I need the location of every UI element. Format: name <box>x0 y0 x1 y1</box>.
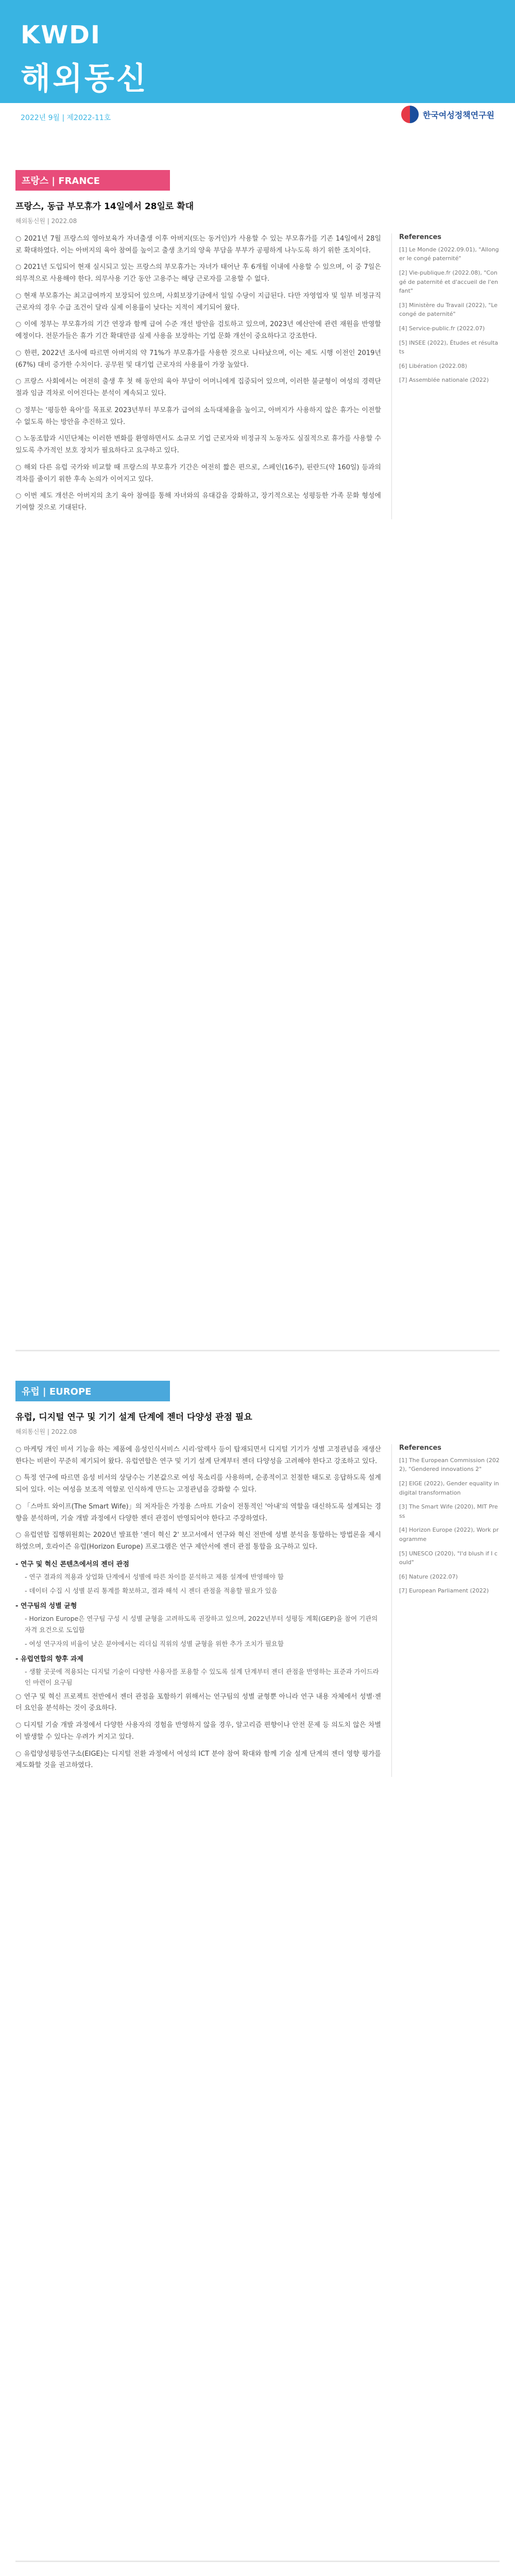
org-logo[interactable] <box>401 106 494 123</box>
reference-link[interactable]: [4] Service-public.fr (2022.07) <box>399 325 485 332</box>
article-paragraph: ○ 「스마트 와이프(The Smart Wife)」의 저자들은 가정용 스마트 기술이 전통적인 '아내'의 역할을 대신하도록 설계되는 경향을 분석하며, 기술 개발 과정에서 다양한 젠더 관점이 반영되어야 한다고 주장하였다. <box>15 1501 381 1525</box>
reference-link[interactable]: [2] EIGE (2022), Gender equality in digital transformation <box>399 1480 499 1496</box>
reference-link[interactable]: [5] INSEE (2022), Études et résultats <box>399 339 499 355</box>
reference-link[interactable]: [6] Libération (2022.08) <box>399 362 467 369</box>
article-paragraph: ○ 프랑스 사회에서는 여전히 출생 후 첫 해 동안의 육아 부담이 어머니에게 집중되어 있으며, 이러한 불균형이 여성의 경력단절과 임금 격차로 이어진다는 분석이 계속되고 있다. <box>15 376 381 400</box>
section-divider <box>15 1350 500 1351</box>
reference-link[interactable]: [3] The Smart Wife (2020), MIT Press <box>399 1503 498 1519</box>
reference-link[interactable]: [5] UNESCO (2020), "I'd blush if I could" <box>399 1550 497 1566</box>
reference-link[interactable]: [1] Le Monde (2022.09.01), "Allonger le congé paternité" <box>399 246 499 262</box>
subsection-title: - 연구팀의 성별 균형 <box>15 1602 77 1611</box>
newsletter-subtitle: 해외동신 <box>21 61 148 97</box>
logo-text: 한국여성정책연구원 <box>422 110 494 120</box>
issue-info: 2022년 9월 | 제2022-11호 <box>21 114 111 122</box>
article-paragraph: ○ 유럽연합 집행위원회는 2020년 발표한 '젠더 혁신 2' 보고서에서 연구와 혁신 전반에 성별 분석을 통합하는 방법론을 제시하였으며, 호라이즌 유럽(Horizon Europe) 프로그램은 연구 제안서에 젠더 관점 통합을 요구하고 있다. <box>15 1530 381 1553</box>
reference-link[interactable]: [1] The European Commission (2022), "Gendered innovations 2" <box>399 1456 500 1473</box>
reference-link[interactable]: [3] Ministère du Travail (2022), "Le congé de paternité" <box>399 301 498 318</box>
article-paragraph: ○ 노동조합과 시민단체는 이러한 변화를 환영하면서도 소규모 기업 근로자와 비정규직 노동자도 실질적으로 휴가를 사용할 수 있도록 추가적인 보호 장치가 필요하다고 요구하고 있다. <box>15 433 381 457</box>
article-byline: 해외동신원 | 2022.08 <box>15 217 77 225</box>
newsletter-title: KWDI <box>21 21 101 49</box>
article-section <box>0 1381 515 2550</box>
subsection-title: - 유럽연합의 향후 과제 <box>15 1655 83 1664</box>
article-paragraph: ○ 2021년 도입되어 현재 실시되고 있는 프랑스의 부모휴가는 자녀가 태어난 후 6개월 이내에 사용할 수 있으며, 이 중 7일은 의무적으로 사용해야 한다. 의무사용 기간 동안 고용주는 해당 근로자를 고용할 수 없다. <box>15 262 381 285</box>
subsection-bullet: - 여성 연구자의 비율이 낮은 분야에서는 리더십 직위의 성별 균형을 위한 추가 조치가 필요함 <box>25 1638 381 1649</box>
article-headline: 프랑스, 동급 부모휴가 14일에서 28일로 확대 <box>15 201 194 212</box>
sidebar-title: References <box>399 1444 442 1452</box>
subsection-title: - 연구 및 혁신 콘텐츠에서의 젠더 관점 <box>15 1560 129 1568</box>
article-paragraph: ○ 디지털 기술 개발 과정에서 다양한 사용자의 경험을 반영하지 않을 경우, 알고리즘 편향이나 안전 문제 등 의도치 않은 차별이 발생할 수 있다는 우려가 커지고 있다. <box>15 1720 381 1743</box>
article-paragraph: ○ 마케팅 개인 비서 기능을 하는 제품에 음성인식서비스 시리·알렉사 등이 탑재되면서 디지털 기기가 성별 고정관념을 재생산한다는 비판이 꾸준히 제기되어 왔다. 유럽연합은 연구 및 기기 설계 단계부터 젠더 다양성을 고려해야 한다고 강조하고 있다. <box>15 1444 381 1468</box>
main-column <box>15 1444 381 1777</box>
reference-sidebar <box>391 233 500 519</box>
article-paragraph: ○ 해외 다른 유럽 국가와 비교할 때 프랑스의 부모휴가 기간은 여전히 짧은 편으로, 스페인(16주), 핀란드(약 160일) 등과의 격차를 줄이기 위한 후속 논의가 이어지고 있다. <box>15 462 381 486</box>
header <box>0 0 515 134</box>
reference-link[interactable]: [7] European Parliament (2022) <box>399 1587 489 1595</box>
article-body <box>15 233 500 519</box>
reference-link[interactable]: [2] Vie-publique.fr (2022.08), "Congé de paternité et d'accueil de l'enfant" <box>399 269 499 295</box>
article-paragraph: ○ 특정 연구에 따르면 음성 비서의 상당수는 기본값으로 여성 목소리를 사용하며, 순종적이고 친절한 태도로 응답하도록 설계되어 있다. 이는 여성을 보조적 역할로 인식하게 만드는 고정관념을 강화할 수 있다. <box>15 1472 381 1496</box>
article-section <box>0 170 515 1340</box>
article-body <box>15 1444 500 1777</box>
article-paragraph: ○ 한편, 2022년 조사에 따르면 아버지의 약 71%가 부모휴가를 사용한 것으로 나타났으며, 이는 제도 시행 이전인 2019년(67%) 대비 증가한 수치이다. 공무원 및 대기업 근로자의 사용률이 가장 높았다. <box>15 348 381 371</box>
subsection-bullet: - Horizon Europe은 연구팀 구성 시 성별 균형을 고려하도록 권장하고 있으며, 2022년부터 성평등 계획(GEP)을 참여 기관의 자격 요건으로 도입함 <box>25 1613 381 1635</box>
section-divider <box>15 2561 500 2562</box>
reference-link[interactable]: [7] Assemblée nationale (2022) <box>399 377 489 384</box>
subsection-bullet: - 연구 결과의 적용과 상업화 단계에서 성별에 따른 차이를 분석하고 제품 설계에 반영해야 함 <box>25 1571 381 1582</box>
article-paragraph: ○ 정부는 '평등한 육아'를 목표로 2023년부터 부모휴가 급여의 소득대체율을 높이고, 아버지가 사용하지 않은 휴가는 이전할 수 없도록 하는 방안을 추진하고 있다. <box>15 405 381 429</box>
reference-link[interactable]: [6] Nature (2022.07) <box>399 1573 458 1580</box>
reference-link[interactable]: [4] Horizon Europe (2022), Work programme <box>399 1527 499 1543</box>
main-column <box>15 233 381 519</box>
reference-sidebar <box>391 1444 500 1777</box>
subsection-bullet: - 생활 곳곳에 적용되는 디지털 기술이 다양한 사용자를 포용할 수 있도록 설계 단계부터 젠더 관점을 반영하는 표준과 가이드라인 마련이 요구됨 <box>25 1666 381 1688</box>
article-byline: 해외통신원 | 2022.08 <box>15 1428 77 1435</box>
subsection-bullet: - 데이터 수집 시 성별 분리 통계를 확보하고, 결과 해석 시 젠더 관점을 적용할 필요가 있음 <box>25 1585 381 1596</box>
article-paragraph: ○ 이에 정부는 부모휴가의 기간 연장과 함께 급여 수준 개선 방안을 검토하고 있으며, 2023년 예산안에 관련 재원을 반영할 예정이다. 전문가들은 휴가 기간 확대만큼 실제 사용을 보장하는 기업 문화 개선이 중요하다고 강조한다. <box>15 319 381 343</box>
article-paragraph: ○ 2021년 7월 프랑스의 영아보육가 자녀출생 이후 아버지(또는 동거인)가 사용할 수 있는 부모휴가를 기존 14일에서 28일로 확대하였다. 이는 아버지의 육아 참여를 높이고 출생 초기의 양육 부담을 부부가 공평하게 나누도록 하기 위한 조치이다. <box>15 233 381 257</box>
article-paragraph: ○ 현재 부모휴가는 최고급여까지 보장되어 있으며, 사회보장기금에서 일일 수당이 지급된다. 다만 자영업자 및 일부 비정규직 근로자의 경우 수급 조건이 달라 실제 이용률이 낮다는 지적이 제기되어 왔다. <box>15 291 381 314</box>
logo-icon <box>401 106 419 123</box>
country-bar: 유럽 | EUROPE <box>15 1381 170 1401</box>
article-paragraph: ○ 이번 제도 개선은 아버지의 초기 육아 참여를 통해 자녀와의 유대감을 강화하고, 장기적으로는 성평등한 가족 문화 형성에 기여할 것으로 기대된다. <box>15 490 381 514</box>
article-headline: 유럽, 디지털 연구 및 기기 설계 단계에 젠더 다양성 관점 필요 <box>15 1412 252 1422</box>
country-bar: 프랑스 | FRANCE <box>15 170 170 191</box>
sidebar-title: References <box>399 233 442 241</box>
article-paragraph: ○ 유럽양성평등연구소(EIGE)는 디지털 전환 과정에서 여성의 ICT 분야 참여 확대와 함께 기술 설계 단계의 젠더 영향 평가를 제도화할 것을 권고하였다. <box>15 1749 381 1772</box>
article-paragraph: ○ 연구 및 혁신 프로젝트 전반에서 젠더 관점을 포함하기 위해서는 연구팀의 성별 균형뿐 아니라 연구 내용 자체에서 성별·젠더 요인을 분석하는 것이 중요하다. <box>15 1691 381 1715</box>
